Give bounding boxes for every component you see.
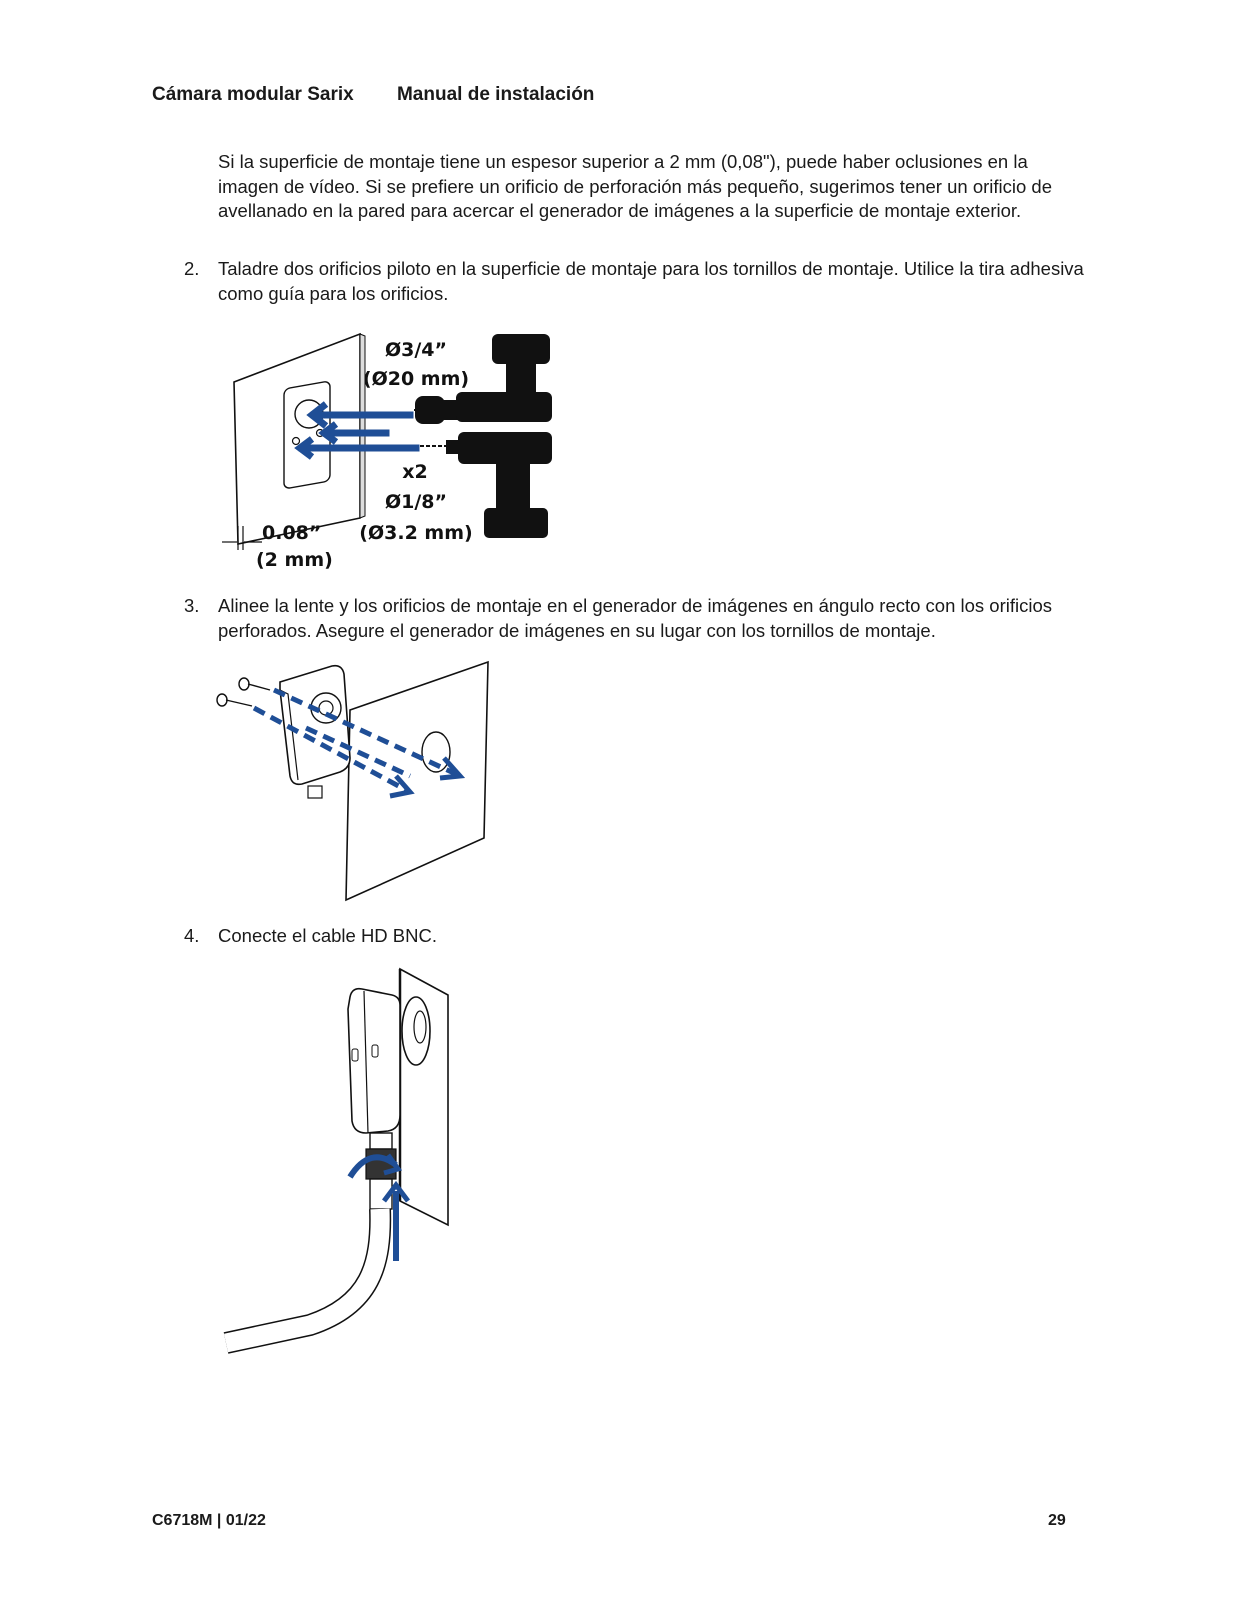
large-hole-mm: (Ø20 mm) <box>362 368 470 390</box>
large-hole-inches: Ø3/4” <box>384 339 448 361</box>
page-number: 29 <box>1048 1512 1066 1529</box>
mounting-illustration <box>210 660 500 910</box>
step-3 <box>184 594 1084 643</box>
step-text: Taladre dos orificios piloto en la superficie de montaje para los tornillos de montaje. Utilice la tira adhesiva como guía para los orificios. <box>218 258 1084 304</box>
mounting-screws <box>217 678 270 706</box>
wall-edge <box>360 334 365 518</box>
step-4 <box>184 924 1084 949</box>
small-hole-mm: (Ø3.2 mm) <box>359 522 473 544</box>
page-header <box>152 84 594 106</box>
step-number: 2. <box>184 258 200 279</box>
bnc-cable-illustration <box>220 965 460 1365</box>
hole-count: x2 <box>402 461 428 483</box>
step-2 <box>184 257 1084 306</box>
drilling-illustration <box>210 322 580 582</box>
bnc-connector <box>308 786 322 798</box>
small-hole-inches: Ø1/8” <box>384 491 448 513</box>
bnc-jack <box>370 1133 392 1149</box>
step-text: Alinee la lente y los orificios de montaje en el generador de imágenes en ángulo recto con los orificios perforados. Asegure el generador de imágenes en su lugar con los tornillos de montaje. <box>218 595 1053 641</box>
thickness-inches: 0.08” <box>262 522 322 544</box>
pilot-hole <box>293 438 300 445</box>
header-product: Cámara modular Sarix <box>152 84 354 105</box>
intro-paragraph: Si la superficie de montaje tiene un espesor superior a 2 mm (0,08"), puede haber oclusiones en la imagen de vídeo. Si se prefiere un orificio de perforación más pequeño, sugerimos tener un orificio de avellanado en la pared para acercar el generador de imágenes a la superficie de montaje exterior. <box>218 151 1052 221</box>
step-number: 3. <box>184 595 200 616</box>
header-document-title: Manual de instalación <box>396 84 595 105</box>
step-text: Conecte el cable HD BNC. <box>218 925 438 946</box>
wall-panel <box>346 662 488 900</box>
footer-document-code: C6718M | 01/22 <box>152 1512 266 1529</box>
thickness-mm: (2 mm) <box>256 549 333 571</box>
step-number: 4. <box>184 925 200 946</box>
